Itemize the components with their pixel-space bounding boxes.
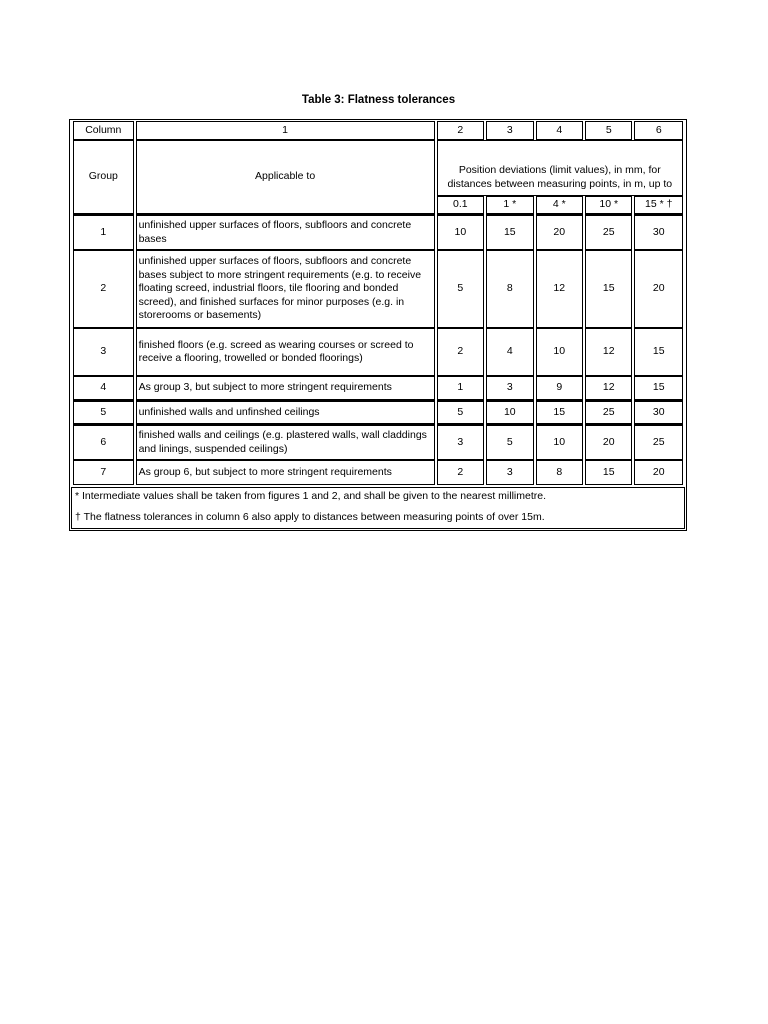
distance-label: 4 * <box>536 196 583 215</box>
applicable-text: unfinished upper surfaces of floors, subfloors and concrete bases <box>136 215 435 250</box>
distance-label: 1 * <box>486 196 533 215</box>
group-number: 7 <box>73 460 134 485</box>
value-cell: 2 <box>437 460 484 485</box>
group-number: 5 <box>73 401 134 425</box>
value-cell: 15 <box>536 401 583 425</box>
footnote-dagger: † The flatness tolerances in column 6 also apply to distances between measuring points of over 15m. <box>75 510 545 523</box>
value-cell: 5 <box>486 425 533 460</box>
group-number: 6 <box>73 425 134 460</box>
value-cell: 3 <box>486 460 533 485</box>
column-number: 3 <box>486 121 533 140</box>
applicable-text: unfinished upper surfaces of floors, subfloors and concrete bases subject to more stringent requirements (e.g. to receive floating screed, industrial floors, tile flooring and bonded screed), and finished surfaces for minor purposes (e.g. in storerooms or basements) <box>136 250 435 328</box>
value-cell: 15 <box>585 250 632 328</box>
value-cell: 3 <box>437 425 484 460</box>
position-deviations-header: Position deviations (limit values), in mm, for distances between measuring points, in m, up to <box>437 140 683 196</box>
value-cell: 20 <box>536 215 583 250</box>
value-cell: 20 <box>585 425 632 460</box>
value-cell: 20 <box>634 460 683 485</box>
applicable-text: finished floors (e.g. screed as wearing courses or screed to receive a flooring, trowelled or bonded floorings) <box>136 328 435 376</box>
value-cell: 10 <box>536 425 583 460</box>
table-row <box>73 250 683 328</box>
value-cell: 12 <box>585 328 632 376</box>
applicable-header: Applicable to <box>136 140 435 215</box>
value-cell: 30 <box>634 215 683 250</box>
table-row <box>73 215 683 250</box>
value-cell: 25 <box>585 401 632 425</box>
value-cell: 5 <box>437 401 484 425</box>
group-number: 1 <box>73 215 134 250</box>
table-row <box>73 376 683 401</box>
table-footnotes <box>71 487 685 529</box>
column-number: 6 <box>634 121 683 140</box>
table-row <box>73 460 683 485</box>
applicable-text: finished walls and ceilings (e.g. plastered walls, wall claddings and linings, suspended ceilings) <box>136 425 435 460</box>
value-cell: 30 <box>634 401 683 425</box>
distance-label: 0.1 <box>437 196 484 215</box>
applicable-text: unfinished walls and unfinshed ceilings <box>136 401 435 425</box>
value-cell: 15 <box>634 376 683 401</box>
value-cell: 10 <box>437 215 484 250</box>
value-cell: 10 <box>536 328 583 376</box>
distance-label: 10 * <box>585 196 632 215</box>
value-cell: 2 <box>437 328 484 376</box>
group-header: Group <box>73 140 134 215</box>
column-number-row <box>73 121 683 140</box>
value-cell: 12 <box>585 376 632 401</box>
table-row <box>73 401 683 425</box>
group-number: 4 <box>73 376 134 401</box>
value-cell: 20 <box>634 250 683 328</box>
column-number: 2 <box>437 121 484 140</box>
value-cell: 8 <box>486 250 533 328</box>
value-cell: 9 <box>536 376 583 401</box>
applicable-text: As group 3, but subject to more stringent requirements <box>136 376 435 401</box>
value-cell: 1 <box>437 376 484 401</box>
flatness-table-frame <box>69 119 687 531</box>
page-title: Table 3: Flatness tolerances <box>301 94 456 106</box>
value-cell: 25 <box>634 425 683 460</box>
value-cell: 12 <box>536 250 583 328</box>
value-cell: 3 <box>486 376 533 401</box>
column-number: 1 <box>136 121 435 140</box>
table-row <box>73 328 683 376</box>
table-row <box>73 425 683 460</box>
group-number: 2 <box>73 250 134 328</box>
group-number: 3 <box>73 328 134 376</box>
column-label: Column <box>73 121 134 140</box>
value-cell: 15 <box>634 328 683 376</box>
value-cell: 4 <box>486 328 533 376</box>
value-cell: 5 <box>437 250 484 328</box>
flatness-table <box>71 121 685 485</box>
value-cell: 25 <box>585 215 632 250</box>
header-row <box>73 140 683 196</box>
value-cell: 15 <box>486 215 533 250</box>
value-cell: 10 <box>486 401 533 425</box>
footnote-asterisk: * Intermediate values shall be taken from figures 1 and 2, and shall be given to the nearest millimetre. <box>75 490 547 502</box>
value-cell: 15 <box>585 460 632 485</box>
value-cell: 8 <box>536 460 583 485</box>
applicable-text: As group 6, but subject to more stringent requirements <box>136 460 435 485</box>
column-number: 4 <box>536 121 583 140</box>
distance-label: 15 * † <box>634 196 683 215</box>
column-number: 5 <box>585 121 632 140</box>
